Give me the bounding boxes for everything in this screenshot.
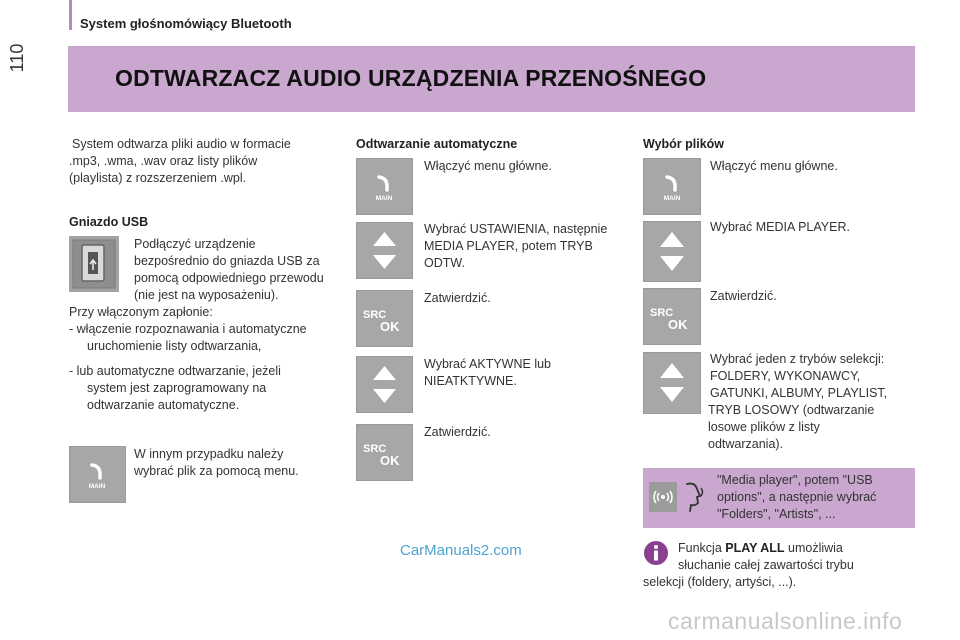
src-ok-button xyxy=(643,288,701,345)
svg-text:SRC: SRC xyxy=(363,309,387,321)
ignition-list: Przy włączonym zapłonie: - włączenie rozpoznawania i automatyczne uruchomienie listy odtwarzania, - lub automatyczne odtwarzanie, jeżeli system jest zaprogramowany na odtwarzanie automatyczne. xyxy=(69,304,349,414)
auto-step-5: Zatwierdzić. xyxy=(424,425,491,439)
page-title: ODTWARZACZ AUDIO URZĄDZENIA PRZENOŚNEGO xyxy=(115,65,707,91)
usb-instructions: Podłączyć urządzenie bezpośrednio do gniazda USB za pomocą odpowiedniego przewodu (nie jest na wyposażeniu). xyxy=(134,237,324,302)
play-all-label: PLAY ALL xyxy=(725,541,785,555)
watermark-carmanuals2: CarManuals2.com xyxy=(400,542,522,559)
file-step-3: Zatwierdzić. xyxy=(710,289,777,303)
file-step-4-continued: TRYB LOSOWY (odtwarzanie losowe plików z listy odtwarzania). xyxy=(708,403,875,451)
intro-text: System odtwarza pliki audio w formacie .mp3, .wma, .wav oraz listy plików (playlista) z rozszerzeniem .wpl. xyxy=(69,137,291,185)
usb-port-image xyxy=(69,236,119,292)
header-accent-bar xyxy=(69,0,72,30)
up-down-button xyxy=(356,222,413,279)
svg-text:SRC: SRC xyxy=(650,307,674,319)
main-icon xyxy=(69,446,126,503)
svg-text:OK: OK xyxy=(380,453,400,468)
play-all-line3: selekcji (foldery, artyści, ...). xyxy=(643,575,797,589)
file-step-4: Wybrać jeden z trybów selekcji: FOLDERY, WYKONAWCY, GATUNKI, ALBUMY, PLAYLIST, xyxy=(710,352,888,400)
page-number: 110 xyxy=(7,43,27,73)
play-all-line2: słuchanie całej zawartości trybu xyxy=(678,558,854,572)
auto-step-2: Wybrać USTAWIENIA, następnie MEDIA PLAYER, potem TRYB ODTW. xyxy=(424,222,608,270)
main-button-left xyxy=(69,446,126,503)
section-title: System głośnomówiący Bluetooth xyxy=(80,16,292,31)
src-ok-icon xyxy=(643,288,701,345)
svg-text:OK: OK xyxy=(380,319,400,334)
src-ok-icon xyxy=(356,290,413,347)
svg-text:SRC: SRC xyxy=(363,443,387,455)
auto-step-4: Wybrać AKTYWNE lub NIEATKTYWNE. xyxy=(424,357,552,388)
src-ok-button xyxy=(356,424,413,481)
src-ok-button xyxy=(356,290,413,347)
auto-step-3: Zatwierdzić. xyxy=(424,291,491,305)
svg-text:OK: OK xyxy=(668,317,688,332)
voice-command-note xyxy=(643,468,915,528)
main-icon xyxy=(356,158,413,215)
title-banner xyxy=(68,46,915,112)
up-down-arrows-icon xyxy=(643,352,701,414)
file-step-1: Włączyć menu główne. xyxy=(710,159,838,173)
menu-note: W innym przypadku należy wybrać plik za pomocą menu. xyxy=(134,447,299,478)
main-icon xyxy=(643,158,701,215)
main-button xyxy=(643,158,701,215)
auto-play-heading: Odtwarzanie automatyczne xyxy=(356,137,518,151)
usb-heading: Gniazdo USB xyxy=(69,215,149,229)
info-icon xyxy=(643,540,669,566)
up-down-arrows-icon xyxy=(356,356,413,413)
speaking-head-icon xyxy=(683,480,705,514)
up-down-arrows-icon xyxy=(356,222,413,279)
up-down-button xyxy=(356,356,413,413)
svg-text:MAIN: MAIN xyxy=(88,483,106,490)
list-item: - lub automatyczne odtwarzanie, jeżeli xyxy=(69,364,281,378)
watermark-carmanualsonline: carmanualsonline.info xyxy=(668,608,903,634)
voice-command-text: "Media player", potem "USB options", a następnie wybrać "Folders", "Artists", ... xyxy=(717,473,877,521)
main-button xyxy=(356,158,413,215)
up-down-arrows-icon xyxy=(643,221,701,282)
src-ok-icon xyxy=(356,424,413,481)
voice-button xyxy=(649,482,677,512)
file-step-2: Wybrać MEDIA PLAYER. xyxy=(710,220,850,234)
svg-text:MAIN: MAIN xyxy=(663,195,681,202)
list-item: - włączenie rozpoznawania i automatyczne xyxy=(69,322,307,336)
file-select-heading: Wybór plików xyxy=(643,137,725,151)
auto-step-1: Włączyć menu główne. xyxy=(424,159,552,173)
play-all-line1: Funkcja PLAY ALL umożliwia xyxy=(678,541,843,555)
up-down-button xyxy=(643,221,701,282)
usb-port-icon xyxy=(69,236,119,292)
svg-text:MAIN: MAIN xyxy=(375,195,393,202)
ignition-label: Przy włączonym zapłonie: xyxy=(69,305,213,319)
up-down-button xyxy=(643,352,701,414)
voice-wave-icon xyxy=(649,482,677,512)
